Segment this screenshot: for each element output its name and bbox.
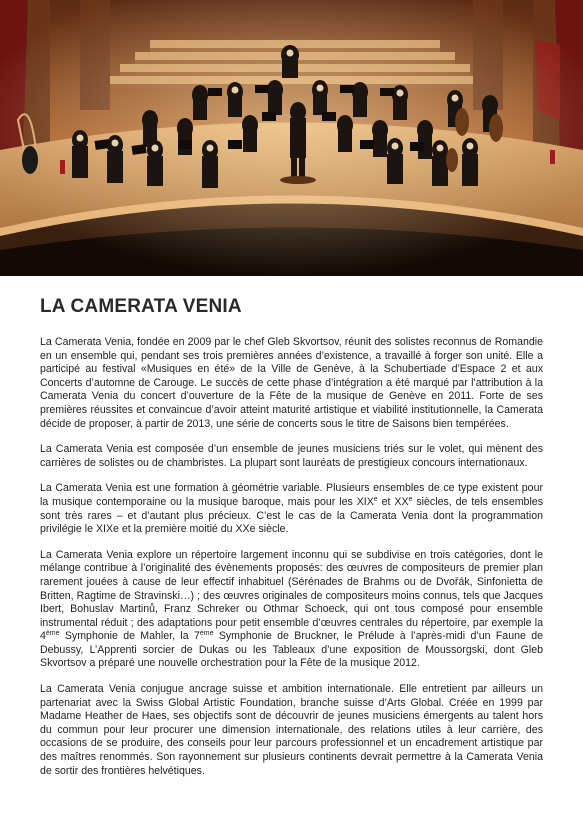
text-run: et XX (377, 495, 409, 508)
text-run: La Camerata Venia est une formation à géométrie variable. Plusieurs ensembles de ce type existent pour la musique contemporaine ou la musique baroque, mais pour les XIX (40, 482, 543, 508)
paragraph-formation (40, 482, 543, 536)
superscript: ème (45, 630, 60, 638)
concert-photo (0, 0, 583, 276)
paragraph-repertoire (40, 549, 543, 671)
paragraph-musicians: La Camerata Venia est composée d’un ensemble de jeunes musiciens triés sur le volet, qui mènent des carrières de solistes ou de chambristes. La plupart sont lauréats de prestigieux concours internationaux. (40, 443, 543, 469)
page-title: LA CAMERATA VENIA (40, 296, 242, 317)
text-run: Symphonie de Mahler, la 7 (59, 630, 200, 643)
paragraph-history: La Camerata Venia, fondée en 2009 par le chef Gleb Skvortsov, réunit des solistes reconnus de Romandie en un ensemble qui, pendant ses trois premières années d’existence, a travaillé à forger son unité. Elle a participé au festival «Musiques en été» de la Ville de Genève, à la Schubertiade d’Espace 2 et aux Concerts d’automne de Carouge. Le succès de cette phase d’intégration a été marqué par l’attribution à la Camerata Venia du concert d’ouverture de la Fête de la musique de Genève en 2011. Forte de ses premières réussites et convaincue d’avoir atteint maturité artistique et viabilité institutionnelle, la Camerata décide de proposer, à partir de 2013, une série de concerts sous le titre de Saisons bien tempérées. (40, 336, 543, 430)
orchestra-stage-image (0, 0, 583, 276)
paragraph-partnership: La Camerata Venia conjugue ancrage suisse et ambition internationale. Elle entretient par ailleurs un partenariat avec la Swiss Global Artistic Foundation, branche suisse d’Arts Global. Créée en 1999 par Madame Heather de Haes, ses objectifs sont de découvrir de jeunes musiciens émergents au talent hors du commun pour leur procurer une dimension internationale, des relations utiles à leur carrière, des occasions de se produire, des conseils pour leur parcours professionnel et un encadrement artistique par des maîtres renommés. Son rayonnement sur plusieurs continents devrait permettre à la Camerata Venia de sortir des frontières helvétiques. (40, 683, 543, 777)
text-run: La Camerata Venia explore un répertoire largement inconnu qui se subdivise en trois catégories, dont le mélange contribue à l’originalité des évènements proposés: des œuvres de compositeurs de premier plan rarement jouées à cause de leur effectif inhabituel (Sérénades de Brahms ou de Dvořák, Sinfonietta de Britten, Ragtime de Stravinski…) ; des œuvres originales de compositeurs moins connus, tels que Jacques Ibert, Bohuslav Martinů, Franz Schreker ou Othmar Schoeck, qui ont tous composé pour ensemble instrumental réduit ; des adaptations pour petit ensemble d’œuvres centrales du répertoire, par exemple la 4 (40, 548, 543, 643)
text-run: siècles, de tels ensembles sont très rares – et d’autant plus précieux. C’est le cas de la Camerata Venia dont la programmation privilégie le XIXe et la première moitié du XXe siècle. (40, 495, 543, 536)
superscript: e (408, 495, 413, 503)
article-body (40, 336, 543, 790)
text-run: Symphonie de Bruckner, le Prélude à l’après-midi d’un Faune de Debussy, L’Apprenti sorcier de Dukas ou les Tableaux d’une exposition de Moussorgski, dont Gleb Skvortsov a préparé une nouvelle orchestration pour la Fête de la musique 2012. (40, 630, 543, 670)
superscript: ème (199, 630, 214, 638)
superscript: e (373, 495, 378, 503)
